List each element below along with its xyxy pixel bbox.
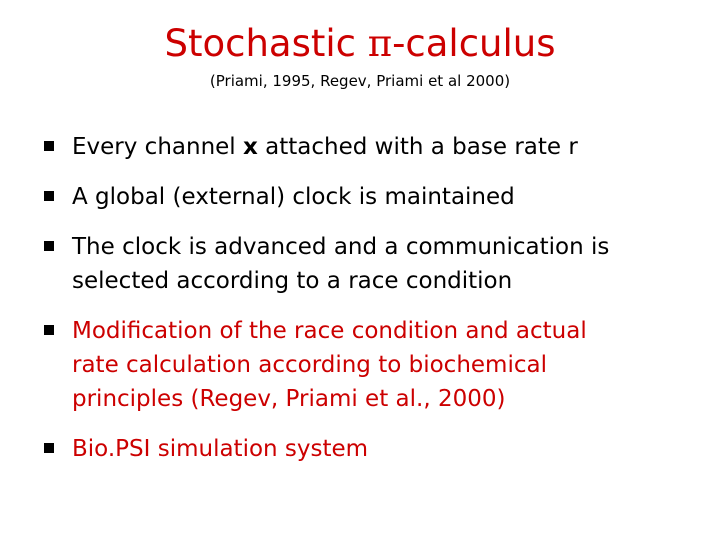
bullet-text: Every channel [72, 134, 243, 160]
square-bullet-icon [44, 141, 54, 151]
bullet-text-line-3: principles (Regev, Priami et al., 2000) [72, 386, 506, 412]
bullet-item-biopsi [44, 432, 712, 466]
bullet-text-line-2: selected according to a race condition [72, 268, 513, 294]
square-bullet-icon [44, 241, 54, 251]
bullet-text: A global (external) clock is maintained [72, 184, 515, 210]
bullet-text: Bio.PSI simulation system [72, 436, 369, 462]
bullet-item-global-clock [44, 180, 712, 214]
title-prefix: Stochastic [164, 22, 368, 65]
bullet-text: attached with a base rate r [257, 134, 578, 160]
bullet-text-line-1: The clock is advanced and a communication is [72, 234, 610, 260]
square-bullet-icon [44, 325, 54, 335]
bullet-item-modification [44, 314, 712, 416]
bullet-bold-x: x [243, 134, 258, 160]
title-suffix: -calculus [392, 22, 556, 65]
bullet-text-line-1: Modification of the race condition and actual [72, 318, 587, 344]
square-bullet-icon [44, 191, 54, 201]
slide-title [0, 18, 720, 70]
bullet-item-channel-rate [44, 130, 712, 164]
square-bullet-icon [44, 443, 54, 453]
bullet-item-race-condition [44, 230, 712, 298]
slide-subtitle: (Priami, 1995, Regev, Priami et al 2000) [209, 72, 511, 90]
bullet-text-line-2: rate calculation according to biochemical [72, 352, 547, 378]
title-pi-symbol: π [367, 22, 393, 65]
